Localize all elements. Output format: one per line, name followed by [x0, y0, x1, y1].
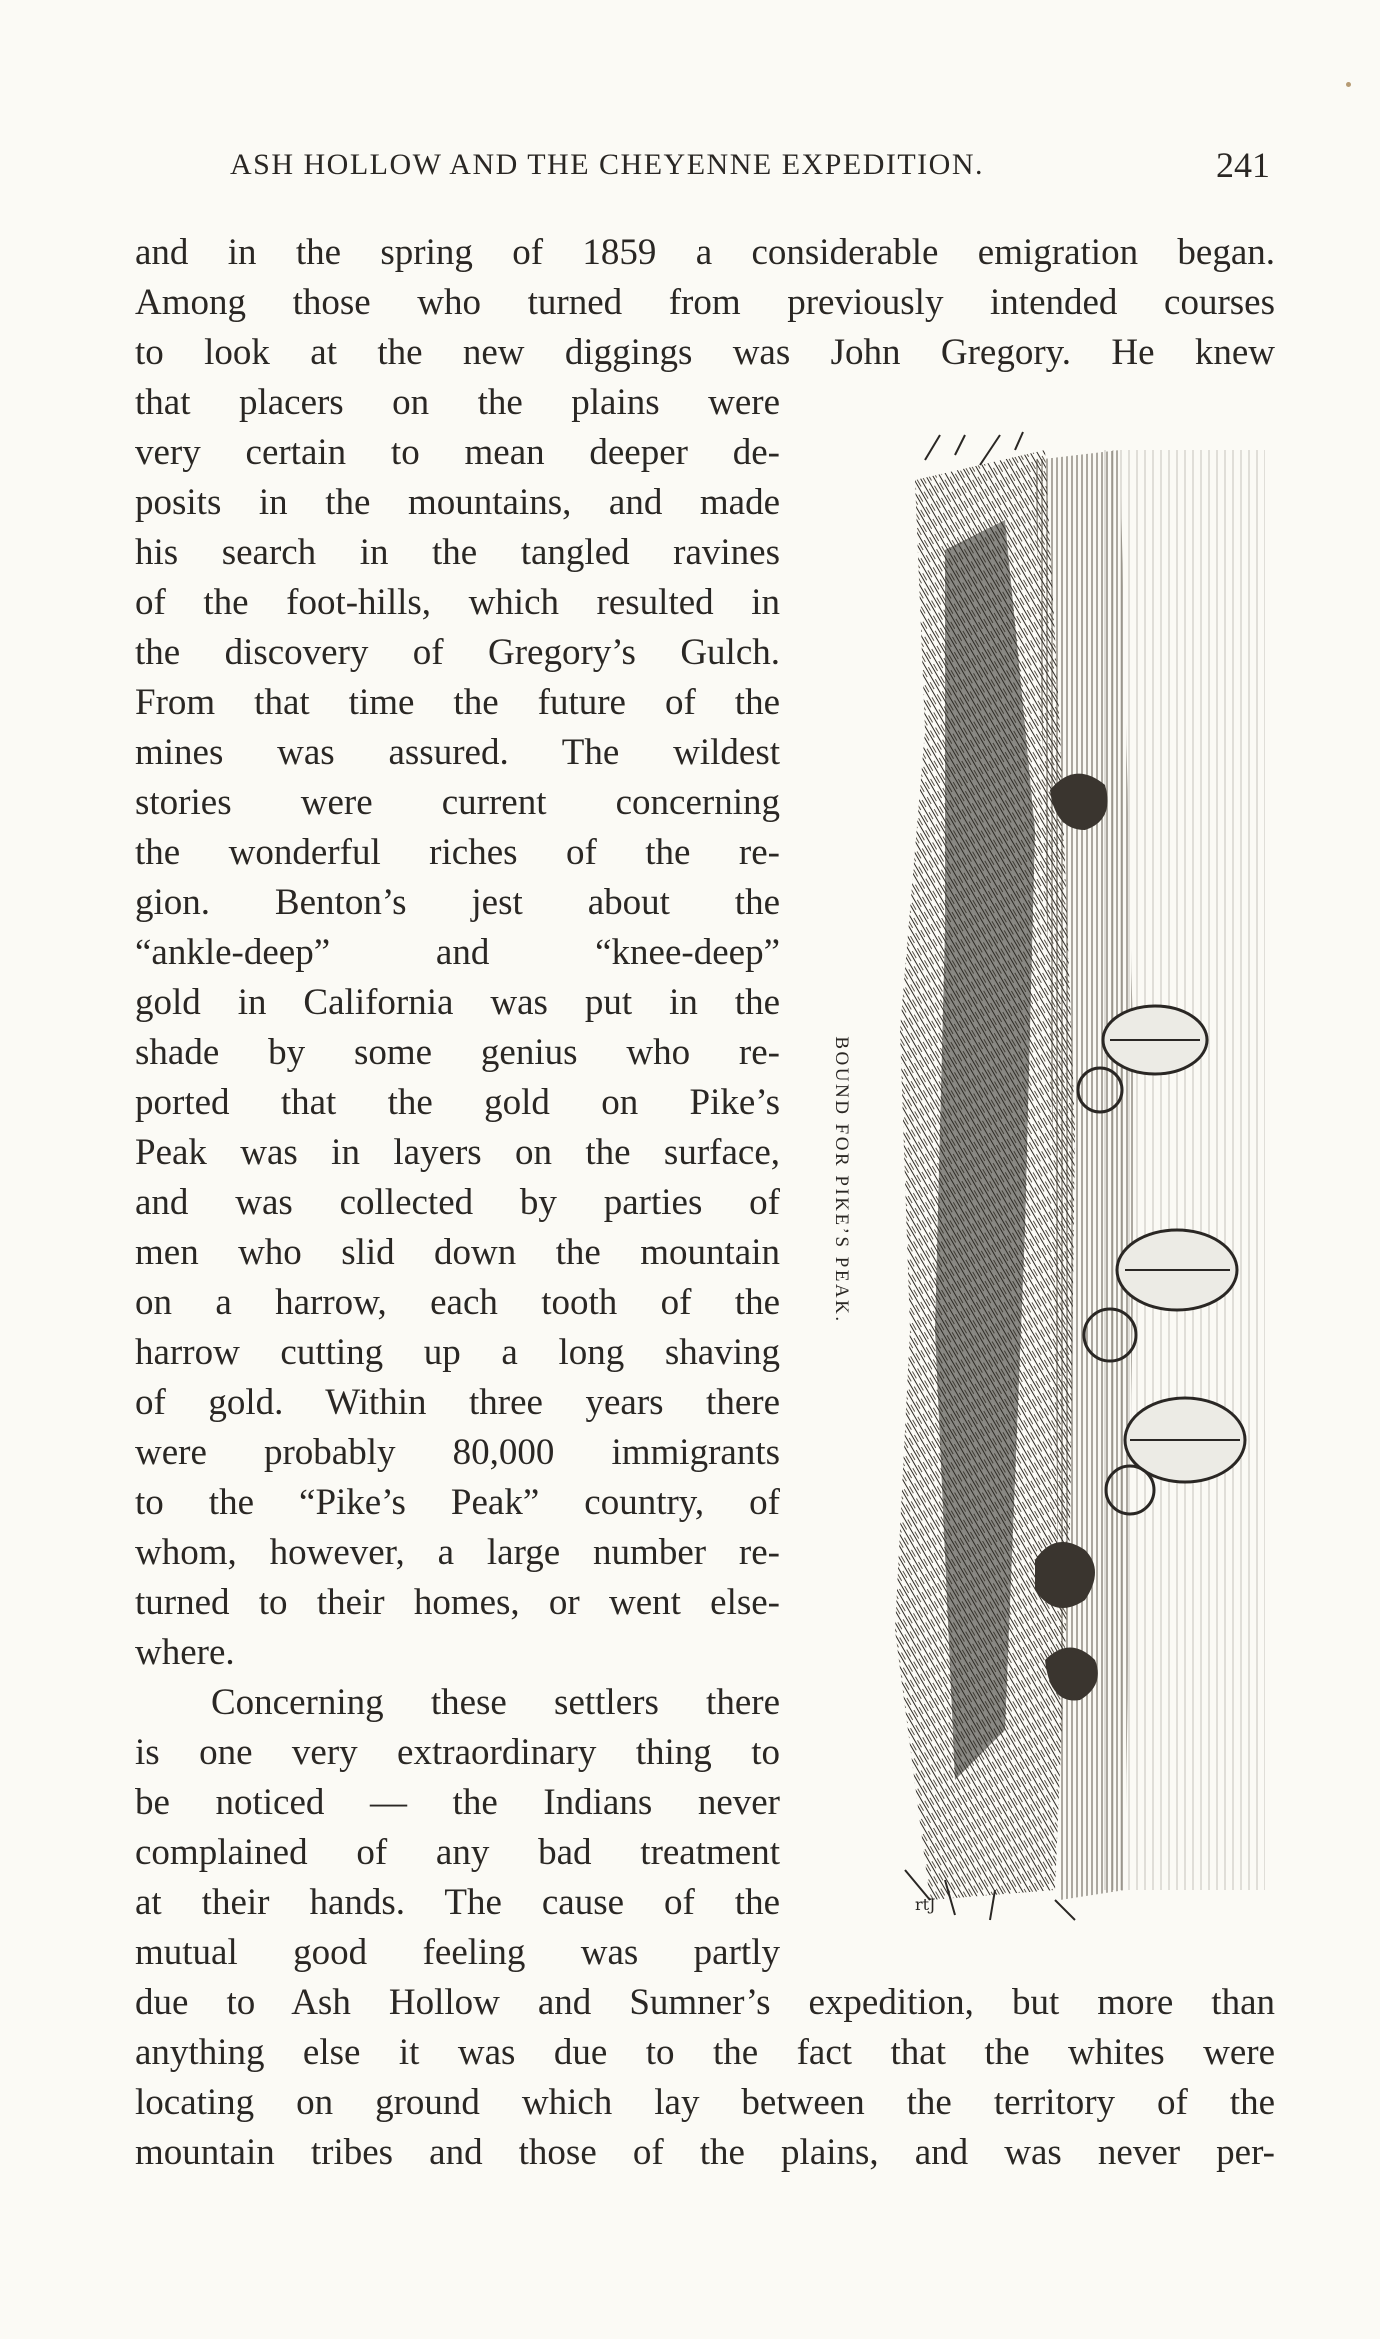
text-line: Among those who turned from previously intended courses	[135, 282, 1275, 323]
text-line: be noticed — the Indians never	[135, 1782, 780, 1823]
text-line: From that time the future of the	[135, 682, 780, 723]
text-line: anything else it was due to the fact that the whites were	[135, 2032, 1275, 2073]
text-line: harrow cutting up a long shaving	[135, 1332, 780, 1373]
text-line: mountain tribes and those of the plains, and was never per-	[135, 2132, 1275, 2173]
running-head	[230, 140, 1270, 190]
text-line: whom, however, a large number re-	[135, 1532, 780, 1573]
ink-speck	[1346, 82, 1351, 87]
text-line: men who slid down the mountain	[135, 1232, 780, 1273]
text-line: is one very extraordinary thing to	[135, 1732, 780, 1773]
caption-text: BOUND FOR PIKE’S PEAK.	[831, 1036, 852, 1324]
text-line: where.	[135, 1632, 235, 1673]
text-line: very certain to mean deeper de-	[135, 432, 780, 473]
text-line: mines was assured. The wildest	[135, 732, 780, 773]
text-line: of gold. Within three years there	[135, 1382, 780, 1423]
text-line: to the “Pike’s Peak” country, of	[135, 1482, 780, 1523]
text-line: gold in California was put in the	[135, 982, 780, 1023]
engraving-wagon-train	[885, 430, 1270, 1925]
text-line: on a harrow, each tooth of the	[135, 1282, 780, 1323]
running-title: ASH HOLLOW AND THE CHEYENNE EXPEDITION.	[230, 148, 984, 181]
ox-figure	[1035, 1542, 1095, 1608]
text-line: the discovery of Gregory’s Gulch.	[135, 632, 780, 673]
page-number: 241	[1216, 145, 1270, 185]
text-line: that placers on the plains were	[135, 382, 780, 423]
text-line: the wonderful riches of the re-	[135, 832, 780, 873]
text-line: and in the spring of 1859 a considerable emigration began.	[135, 232, 1275, 273]
text-line: to look at the new diggings was John Gregory. He knew	[135, 332, 1275, 373]
text-line: of the foot-hills, which resulted in	[135, 582, 780, 623]
text-line: turned to their homes, or went else-	[135, 1582, 780, 1623]
text-line: were probably 80,000 immigrants	[135, 1432, 780, 1473]
text-line: posits in the mountains, and made	[135, 482, 780, 523]
text-line: at their hands. The cause of the	[135, 1882, 780, 1923]
text-line: gion. Benton’s jest about the	[135, 882, 780, 923]
illustration-caption	[819, 1000, 863, 1360]
text-line: his search in the tangled ravines	[135, 532, 780, 573]
text-line: complained of any bad treatment	[135, 1832, 780, 1873]
text-line: locating on ground which lay between the territory of the	[135, 2082, 1275, 2123]
text-line: and was collected by parties of	[135, 1182, 780, 1223]
engraving-svg	[885, 430, 1270, 1925]
text-line: due to Ash Hollow and Sumner’s expedition, but more than	[135, 1982, 1275, 2023]
text-line: shade by some genius who re-	[135, 1032, 780, 1073]
text-line: Concerning these settlers there	[211, 1682, 780, 1723]
text-line: ported that the gold on Pike’s	[135, 1082, 780, 1123]
text-line: mutual good feeling was partly	[135, 1932, 780, 1973]
text-line: Peak was in layers on the surface,	[135, 1132, 780, 1173]
text-line: “ankle-deep” and “knee-deep”	[135, 932, 780, 973]
text-line: stories were current concerning	[135, 782, 780, 823]
engraver-mark: rtJ	[915, 1895, 936, 1914]
